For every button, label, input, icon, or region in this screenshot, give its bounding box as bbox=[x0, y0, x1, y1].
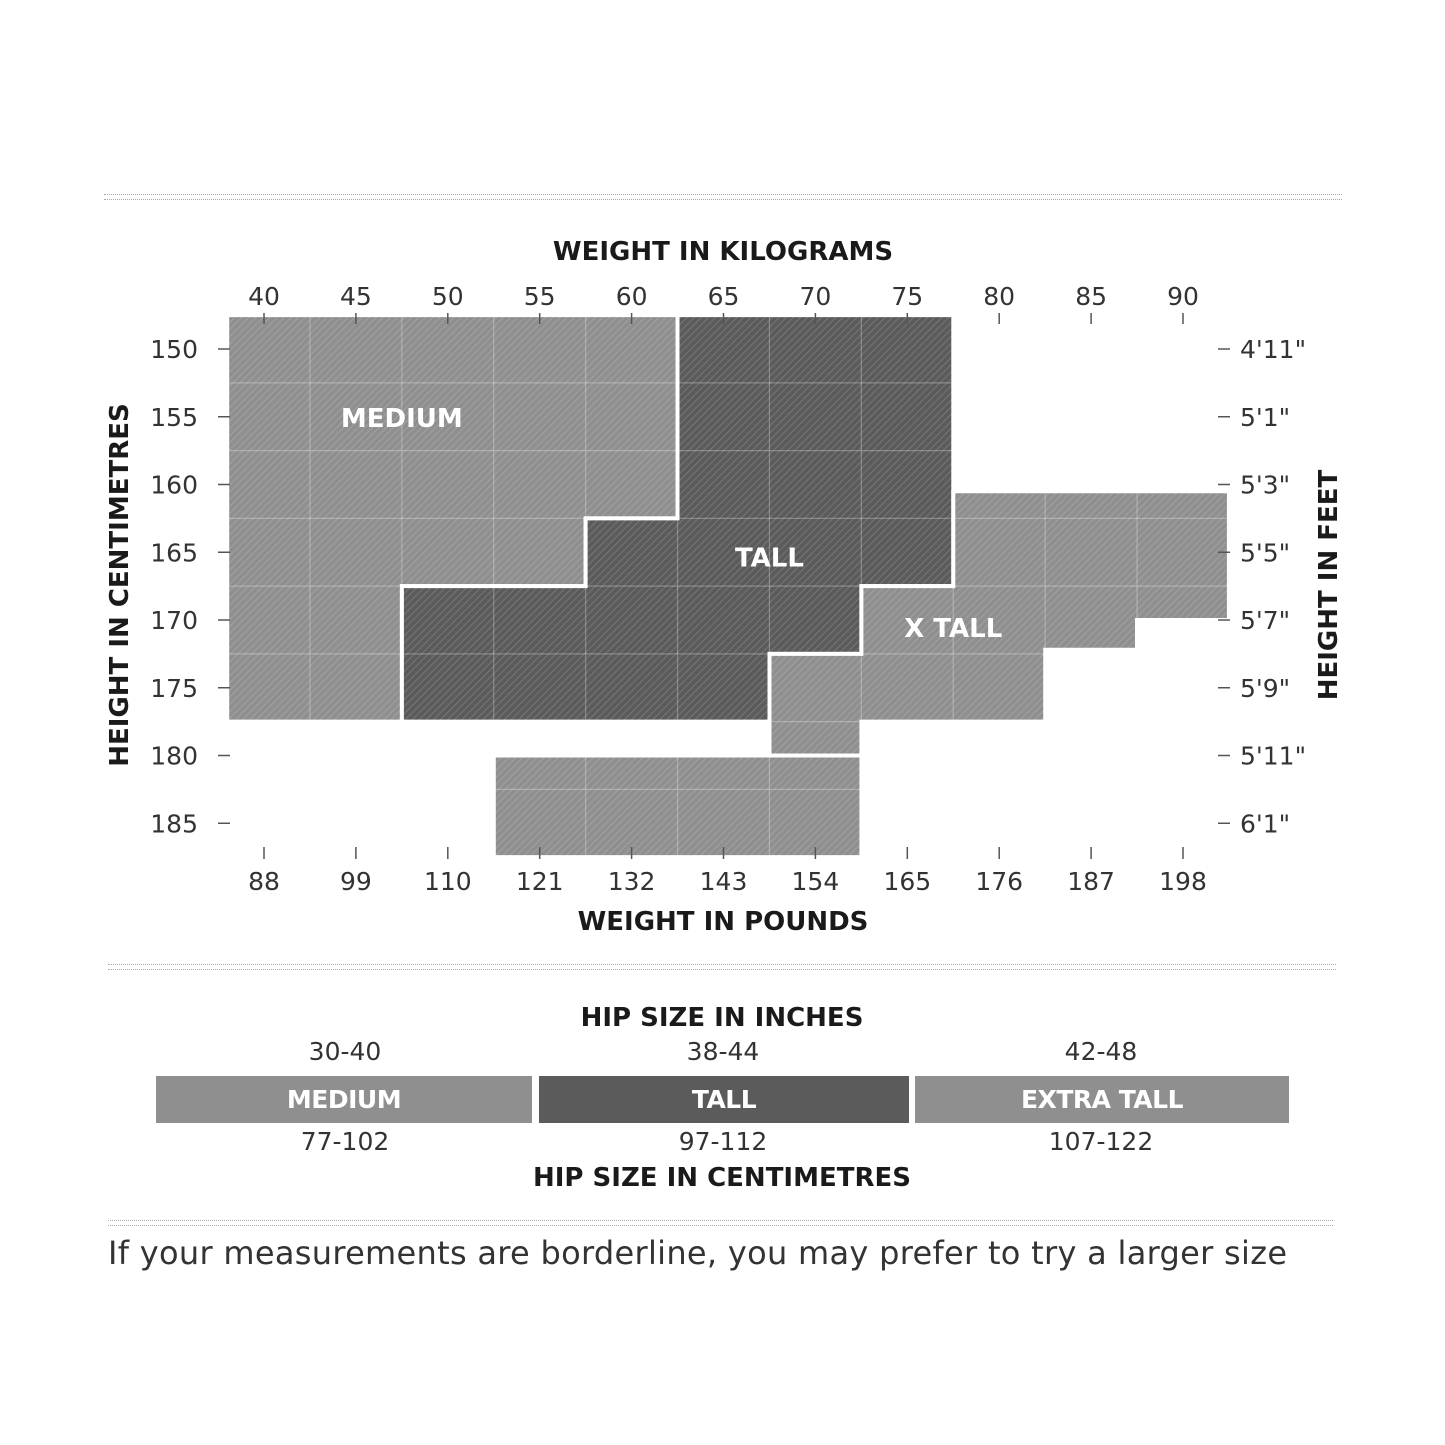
hip-bar-extra-tall-label: EXTRA TALL bbox=[1020, 1085, 1184, 1114]
lb-tick-label: 176 bbox=[975, 867, 1024, 896]
kg-tick-label: 45 bbox=[339, 282, 372, 311]
bottom-divider bbox=[108, 1220, 1333, 1226]
top-axis-title: WEIGHT IN KILOGRAMS bbox=[552, 237, 894, 267]
right-axis-title: HEIGHT IN FEET bbox=[1314, 469, 1344, 701]
kg-tick-label: 90 bbox=[1167, 282, 1199, 311]
hip-cm-medium: 77-102 bbox=[300, 1127, 390, 1156]
ft-tick-label: 5'9" bbox=[1240, 673, 1291, 703]
cm-tick-label: 150 bbox=[150, 335, 198, 364]
hip-cm-extra-tall: 107-122 bbox=[1048, 1127, 1154, 1156]
hip-bar-medium bbox=[156, 1076, 532, 1123]
kg-tick-label: 85 bbox=[1075, 282, 1108, 311]
lb-tick-label: 165 bbox=[883, 867, 932, 896]
hip-inches-tall: 38-44 bbox=[686, 1037, 760, 1066]
lb-tick-label: 132 bbox=[607, 867, 656, 896]
ft-tick-label: 5'3" bbox=[1240, 470, 1291, 500]
lb-tick-label: 198 bbox=[1159, 867, 1207, 896]
cm-tick-label: 165 bbox=[150, 538, 198, 568]
hip-bar-extra-tall bbox=[915, 1076, 1289, 1123]
hip-bar-tall-label: TALL bbox=[691, 1085, 757, 1114]
hip-cm-title: HIP SIZE IN CENTIMETRES bbox=[533, 1163, 911, 1193]
cm-tick-label: 160 bbox=[150, 470, 198, 500]
region-label-medium: MEDIUM bbox=[340, 403, 463, 434]
lb-tick-label: 143 bbox=[699, 867, 748, 896]
kg-tick-label: 65 bbox=[707, 282, 740, 311]
bottom-axis-title: WEIGHT IN POUNDS bbox=[577, 907, 869, 937]
cm-tick-label: 170 bbox=[150, 606, 198, 635]
lb-tick-label: 121 bbox=[515, 867, 564, 896]
hip-bar-tall bbox=[539, 1076, 909, 1123]
lb-tick-label: 187 bbox=[1067, 867, 1115, 896]
lb-tick-label: 88 bbox=[248, 867, 280, 896]
region-label-tall: TALL bbox=[734, 543, 804, 574]
lb-tick-label: 99 bbox=[339, 867, 372, 896]
cm-tick-label: 175 bbox=[150, 673, 198, 703]
ft-tick-label: 5'11" bbox=[1240, 741, 1307, 771]
hip-inches-extra-tall: 42-48 bbox=[1064, 1037, 1138, 1066]
kg-tick-label: 75 bbox=[891, 282, 924, 311]
middle-divider bbox=[108, 964, 1336, 970]
lb-tick-label: 154 bbox=[791, 867, 840, 896]
hip-inches-title: HIP SIZE IN INCHES bbox=[580, 1003, 864, 1033]
ft-tick-label: 5'5" bbox=[1240, 538, 1291, 568]
ft-tick-label: 5'1" bbox=[1240, 402, 1291, 432]
cm-tick-label: 155 bbox=[150, 402, 198, 432]
hip-cm-tall: 97-112 bbox=[678, 1127, 768, 1156]
region-label-x-tall: X TALL bbox=[904, 613, 1003, 644]
hip-bar-medium-label: MEDIUM bbox=[286, 1085, 402, 1114]
cm-tick-label: 180 bbox=[150, 741, 198, 771]
kg-tick-label: 50 bbox=[431, 282, 464, 311]
ft-tick-label: 4'11" bbox=[1240, 335, 1307, 364]
kg-tick-label: 70 bbox=[799, 282, 832, 311]
cm-tick-label: 185 bbox=[150, 809, 198, 839]
ft-tick-label: 5'7" bbox=[1240, 606, 1291, 635]
kg-tick-label: 40 bbox=[248, 282, 280, 311]
lb-tick-label: 110 bbox=[423, 867, 472, 896]
hip-inches-medium: 30-40 bbox=[308, 1037, 382, 1066]
ft-tick-label: 6'1" bbox=[1240, 809, 1291, 839]
kg-tick-label: 80 bbox=[983, 282, 1016, 311]
kg-tick-label: 55 bbox=[523, 282, 556, 311]
kg-tick-label: 60 bbox=[615, 282, 648, 311]
footnote: If your measurements are borderline, you may prefer to try a larger size bbox=[108, 1234, 1288, 1272]
left-axis-title: HEIGHT IN CENTIMETRES bbox=[105, 403, 135, 767]
